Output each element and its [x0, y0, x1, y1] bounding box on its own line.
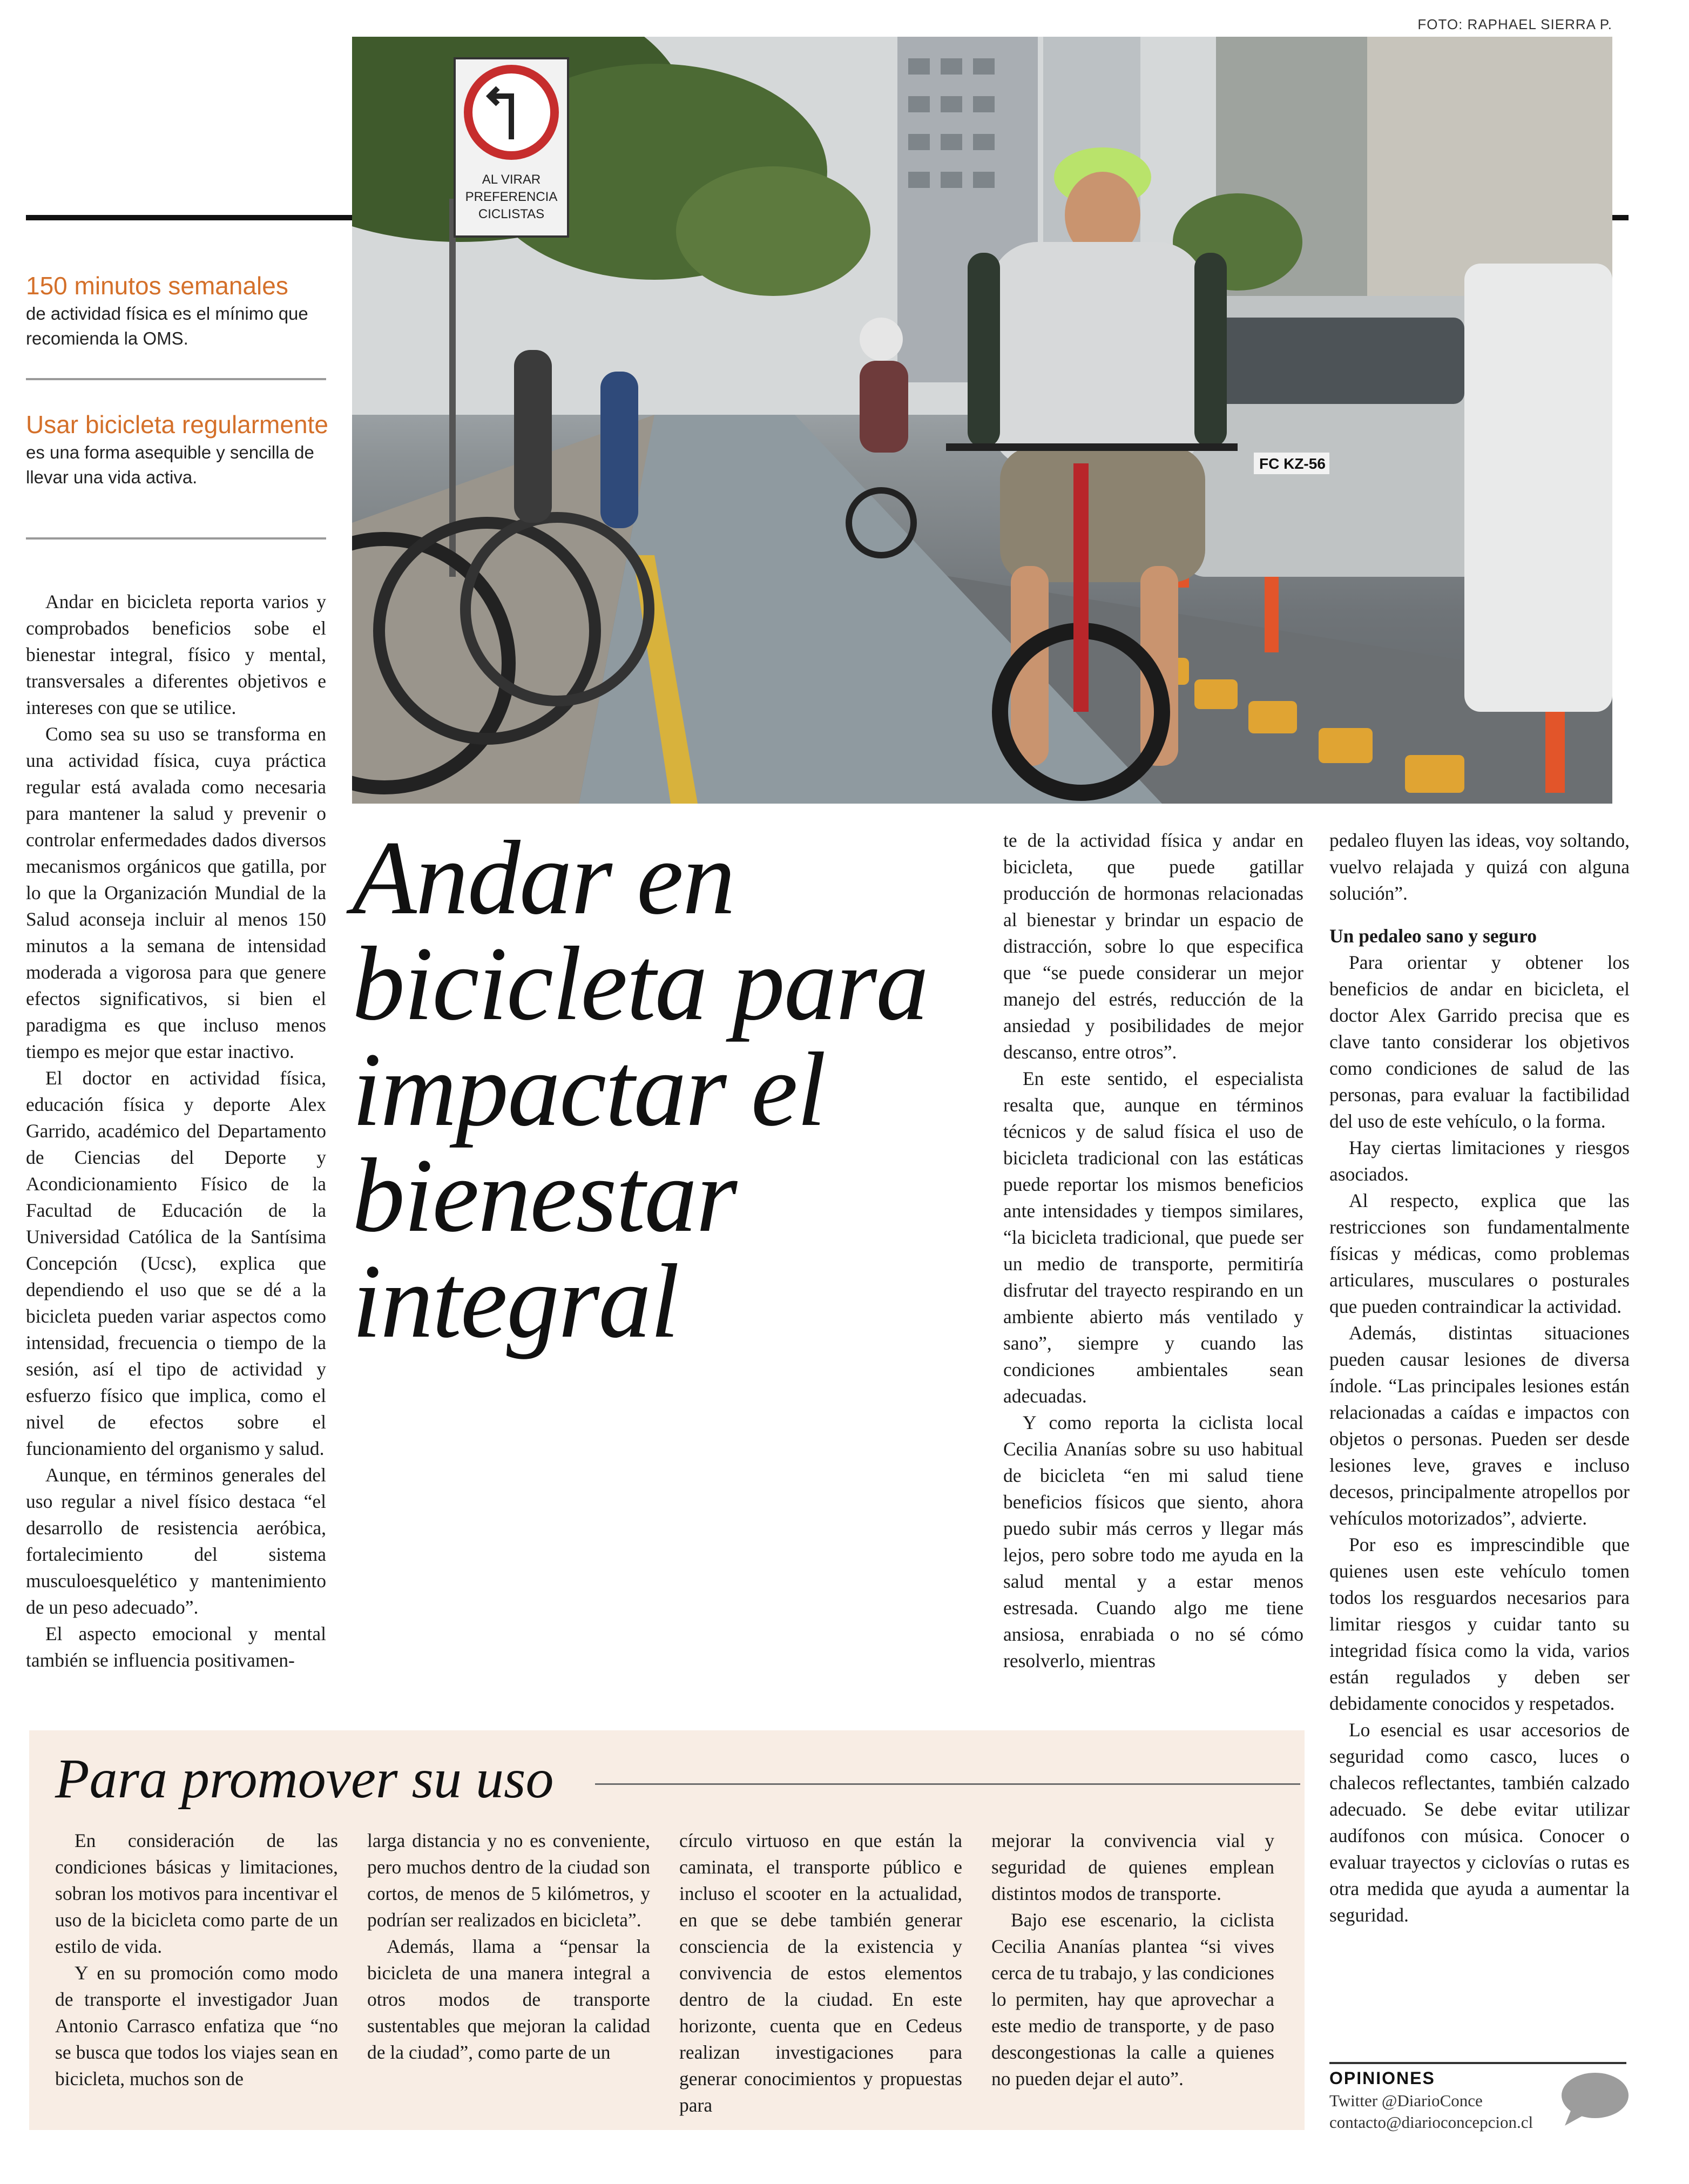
fact-box-2: [26, 409, 328, 490]
paragraph: Por eso es imprescindible que quienes usen este vehículo tomen todos los resguardos necesarios para limitar riesgos y cuidar tanto su integridad física como la vida, varios están regulados y deben ser debidamente conocidos y respetados.: [1329, 1534, 1630, 1714]
top-rule: [26, 215, 352, 220]
fact-text-2: es una forma asequible y sencilla de llevar una vida activa.: [26, 442, 314, 487]
paragraph: El doctor en actividad física, educación física y deporte Alex Garrido, académico del Departamento de Ciencias del Deporte y Acondicionamiento Físico de la Facultad de Educación de la Universidad Católica de la Santísima Concepción (Ucsc), explica que dependiendo el uso que se dé a la bicicleta pueden variar aspectos como intensidad, frecuencia o tiempo de la sesión, así el tipo de actividad y esfuerzo físico que implica, como el nivel de efectos sobre el funcionamiento del organismo y salud.: [26, 1067, 326, 1459]
paragraph: Aunque, en términos generales del uso regular a nivel físico destaca “el desarrollo de resistencia aeróbica, fortalecimiento del sistema musculoesquelético y mantenimiento de un peso adecuado”.: [26, 1464, 326, 1618]
cyclists-photo: [352, 37, 1612, 804]
promotion-box: [29, 1730, 1305, 2130]
paragraph: te de la actividad física y andar en bicicleta, que puede gatillar producción de hormonas relacionadas al bienestar y brindar un espacio de distracción, sobre lo que especifica que “se puede considerar un mejor manejo del estrés, reducción de la ansiedad y posibilidades de mejor descanso, entre otros”.: [1003, 830, 1303, 1063]
paragraph: Bajo ese escenario, la ciclista Cecilia Ananías plantea “si vives cerca de tu trabajo, y las condiciones lo permiten, hay que aprovechar a este medio de transporte, y de paso descongestionas la calle a quienes no pueden dejar el auto”.: [991, 1909, 1274, 2089]
box-column-3: [679, 1828, 962, 2119]
fact-text-1: de actividad física es el mínimo que recomienda la OMS.: [26, 304, 308, 348]
fact-box-1: [26, 270, 328, 351]
paragraph: Al respecto, explica que las restricciones son fundamentalmente físicas y médicas, como problemas articulares, musculares o posturales que pueden contraindicar la actividad.: [1329, 1190, 1630, 1317]
photo-credit: FOTO: RAPHAEL SIERRA P.: [1417, 16, 1612, 32]
box-title: Para promover su uso: [55, 1748, 554, 1810]
headline: Andar en bicicleta para impactar el bienestar integral: [352, 819, 928, 1360]
paragraph: Y como reporta la ciclista local Cecilia Ananías sobre su uso habitual de bicicleta “en mi salud tiene beneficios físicos que siento, ahora puedo subir más cerros y llegar más lejos, pero sobre todo me ayuda en la salud mental y a estar menos estresada. Cuando algo me tiene ansiosa, enrabiada o no sé cómo resolverlo, mientras: [1003, 1412, 1303, 1671]
paragraph: Además, distintas situaciones pueden causar lesiones de diversa índole. “Las principales lesiones están relacionadas a caídas e impactos con objetos o personas. Pueden ser desde lesiones leve, graves e incluso decesos, principalmente atropellos por vehículos motorizados”, advierte.: [1329, 1322, 1630, 1529]
paragraph: Lo esencial es usar accesorios de seguridad como casco, luces o chalecos reflectantes, también calzado adecuado. Se debe evitar utilizar audífonos con música. Conocer o evaluar trayectos y ciclovías o rutas es otra medida que ayuda a aumentar la seguridad.: [1329, 1719, 1630, 1926]
fact-divider-2: [26, 537, 326, 540]
paragraph: Andar en bicicleta reporta varios y comprobados beneficios sobe el bienestar integral, físico y mental, transversales a diferentes objetivos e intereses con que se utilice.: [26, 591, 326, 718]
box-column-1: [55, 1828, 338, 2092]
paragraph: Además, llama a “pensar la bicicleta de una manera integral a otros modos de transporte sustentables que mejoran la calidad de la ciudad”, como parte de un: [367, 1936, 650, 2063]
fact-divider-1: [26, 378, 326, 380]
box-title-rule: [595, 1783, 1300, 1785]
license-plate: FC KZ-56: [1259, 455, 1326, 472]
section-subhead: Un pedaleo sano y seguro: [1329, 925, 1537, 947]
body-column-3: [1329, 827, 1630, 1929]
paragraph: Para orientar y obtener los beneficios de andar en bicicleta, el doctor Alex Garrido precisa que es clave tanto considerar los objetivos como condiciones de salud de las personas, para evaluar la factibilidad del uso de este vehículo, o la forma.: [1329, 952, 1630, 1132]
fact-title-2: Usar bicicleta regularmente: [26, 410, 328, 439]
paragraph: El aspecto emocional y mental también se influencia positivamen-: [26, 1623, 326, 1671]
fact-title-1: 150 minutos semanales: [26, 272, 288, 300]
paragraph: pedaleo fluyen las ideas, voy soltando, vuelvo relajada y quizá con alguna solución”.: [1329, 830, 1630, 904]
sign-line-2: PREFERENCIA: [465, 190, 558, 204]
body-column-1: [26, 589, 326, 1674]
opinions-email[interactable]: contacto@diarioconcepcion.cl: [1329, 2113, 1533, 2132]
opinions-title: OPINIONES: [1329, 2068, 1435, 2088]
sign-line-1: AL VIRAR: [482, 172, 541, 187]
body-column-2: [1003, 827, 1303, 1674]
paragraph: En consideración de las condiciones básicas y limitaciones, sobran los motivos para incentivar el uso de la bicicleta como parte de un estilo de vida.: [55, 1830, 338, 1957]
paragraph: círculo virtuoso en que están la caminata, el transporte público e incluso el scooter en la actualidad, en que se debe también generar consciencia de la existencia y convivencia de estos elementos dentro de la ciudad. En este horizonte, cuenta que en Cedeus realizan investigaciones para generar conocimientos y propuestas para: [679, 1830, 962, 2116]
opinions-rule: [1329, 2062, 1626, 2064]
box-column-2: [367, 1828, 650, 2066]
paragraph: Como sea su uso se transforma en una actividad física, cuya práctica regular está avalada como necesaria para mantener la salud y prevenir o controlar enfermedades dados diversos mecanismos orgánicos que gatilla, por lo que la Organización Mundial de la Salud aconseja incluir al menos 150 minutos a la semana de intensidad moderada a vigorosa para que genere efectos significativos, si bien el paradigma es que incluso menos tiempo es mejor que estar inactivo.: [26, 723, 326, 1062]
paragraph: Y en su promoción como modo de transporte el investigador Juan Antonio Carrasco enfatiza que “no se busca que todos los viajes sean en bicicleta, muchos son de: [55, 1962, 338, 2089]
paragraph: Hay ciertas limitaciones y riesgos asociados.: [1329, 1137, 1630, 1185]
sign-line-3: CICLISTAS: [478, 207, 545, 221]
top-rule-right: [1612, 215, 1629, 220]
box-column-4: [991, 1828, 1274, 2092]
opinions-twitter[interactable]: Twitter @DiarioConce: [1329, 2091, 1483, 2110]
paragraph: mejorar la convivencia vial y seguridad de quienes emplean distintos modos de transporte.: [991, 1830, 1274, 1904]
speech-bubble-icon: [1555, 2070, 1631, 2129]
paragraph: En este sentido, el especialista resalta que, aunque en términos técnicos y de salud física el uso de bicicleta tradicional con las estáticas puede reportar los mismos beneficios ante intensidades y tiempos similares, “la bicicleta tradicional, que puede ser un medio de transporte, permitiría disfrutar del trayecto respirando en un ambiente abierto más ventilado y sano”, siempre y cuando las condiciones ambientales sean adecuadas.: [1003, 1068, 1303, 1407]
paragraph: larga distancia y no es conveniente, pero muchos dentro de la ciudad son cortos, de menos de 5 kilómetros, y podrían ser realizados en bicicleta”.: [367, 1830, 650, 1931]
